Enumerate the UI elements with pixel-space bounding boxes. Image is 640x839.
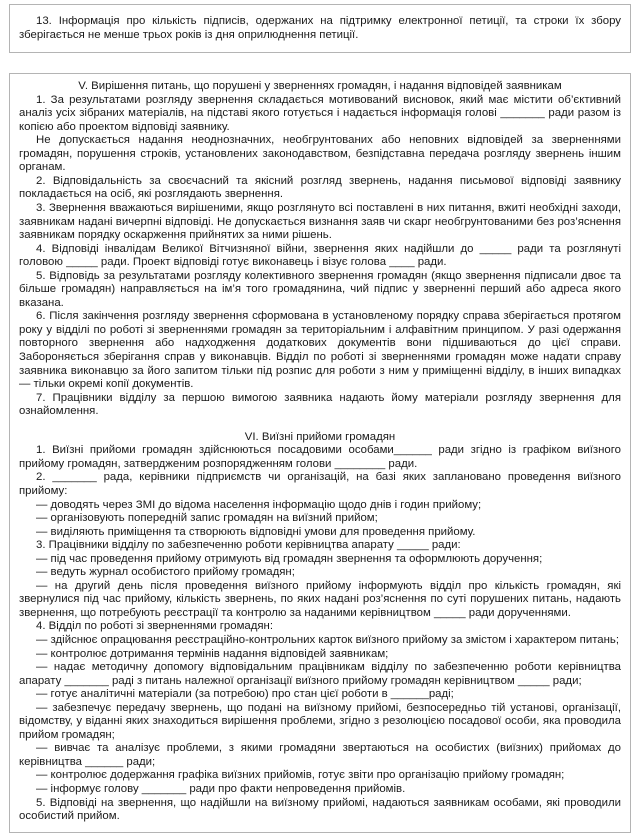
top-text-frame [9, 4, 631, 53]
section-6-paragraph: 3. Працівники відділу по забезпеченню роботи керівництва апарату _____ ради: [36, 539, 461, 552]
section-5-paragraph: 6. Після закінчення розгляду звернення сформована в установленому порядку справа зберігається протягом року у відділі по роботі зі зверненнями громадян за територіальним і алфавітним принципом. У разі одержання повторного звернення або надходження додаткових документів вони підшиваються до цієї справи. Забороняється зберігання справ у виконавців. Відділ по роботі зі зверненнями громадян може надати справу заявника виконавцю за його запитом тільки під розпис для роботи з ним у приміщенні відділу, в інших випадках — тільки окремі копії документів. [19, 310, 621, 391]
section-6-list-item: — виділяють приміщення та створюють відповідні умови для проведення прийому. [36, 525, 476, 538]
item-13-paragraph: 13. Інформація про кількість підписів, одержаних на підтримку електронної петиції, та строки їх збору зберігається не менше трьох років із дня оприлюднення петиції. [19, 15, 621, 41]
section-6-list-item: — надає методичну допомогу відповідальним працівникам відділу по забезпеченню роботи керівництва апарату _______ раді з питань належної організації виїзного прийому громадян керівництвом _____ ради; [19, 661, 621, 687]
section-6-list-item: — ведуть журнал особистого прийому громадян; [36, 566, 295, 579]
section-6-list-item: — інформує голову _______ ради про факти непроведення прийомів. [36, 782, 406, 795]
section-6-list-item: — під час проведення прийому отримують від громадян звернення та оформлюють доручення; [36, 552, 543, 565]
section-6-list-item: — здійснює опрацювання реєстраційно-контрольних карток виїзного прийому за змістом і характером питань; [36, 633, 620, 646]
section-5-paragraph: 5. Відповідь за результатами розгляду колективного звернення громадян (якщо звернення підписали двоє та більше громадян) направляється на ім’я того громадянина, чий підпис у зверненні перший або адреса якого вказана. [19, 269, 621, 309]
section-6-list-item: — готує аналітичні матеріали (за потребою) про стан цієї роботи в ______раді; [36, 688, 454, 701]
section-6-list-item: — на другий день після проведення виїзного прийому інформують відділ про кількість громадян, які звернулися під час прийому, кількість звернень, по яких надані роз’яснення по суті порушених питань, надають звернення, що потребують реєстрації та контролю за наданими керівництвом _____ ради дорученнями. [19, 579, 621, 619]
section-5-paragraph: 1. За результатами розгляду звернення складається мотивований висновок, який має містити об’єктивний аналіз усіх зібраних матеріалів, на підставі якого готується і надається інформація голові _______ ради разом із копією або проектом відповіді заявнику. [19, 93, 621, 133]
section-6-list-item: — вивчає та аналізує проблеми, з якими громадяни звертаються на особистих (виїзних) прийомах до керівництва ______ ради; [19, 742, 621, 768]
section-6-paragraph: 2. _______ рада, керівники підприємств чи організацій, на базі яких заплановано проведення виїзного прийому: [19, 471, 621, 497]
section-5-paragraph: 2. Відповідальність за своєчасний та якісний розгляд звернень, надання письмової відповіді заявнику покладається на осіб, які розглядають звернення. [19, 174, 621, 201]
section-6-heading: VI. Виїзні прийоми громадян [244, 430, 396, 443]
section-6-paragraph: 5. Відповіді на звернення, що надійшли на виїзному прийомі, надаються заявникам особами, які проводили особистий прийом. [19, 796, 621, 823]
section-6-paragraph: 1. Виїзні прийоми громадян здійснюються посадовими особами______ ради згідно із графіком виїзного прийому громадян, затвердженим розпорядженням голови ________ ради. [19, 444, 621, 470]
section-5-paragraph: 7. Працівники відділу за першою вимогою заявника надають йому матеріали розгляду звернення для ознайомлення. [19, 391, 621, 418]
section-6-list-item: — забезпечує передачу звернень, що подані на виїзному прийомі, безпосередньо тій установі, організації, відомству, у віданні яких знаходиться вирішення проблеми, згідно з резолюцією посадової особи, яка проводила прийом громадян; [19, 701, 621, 741]
section-6-list-item: — доводять через ЗМІ до відома населення інформацію щодо днів і годин прийому; [36, 498, 482, 511]
main-text-frame [9, 73, 631, 833]
section-6-list-item: — організовують попередній запис громадян на виїзний прийом; [36, 512, 378, 525]
section-6-list-item: — контролює додержання графіка виїзних прийомів, готує звіти про організацію прийому громадян; [36, 769, 565, 782]
section-spacer [19, 419, 621, 431]
section-5-heading: V. Вирішення питань, що порушені у зверненнях громадян, і надання відповідей заявникам [78, 80, 562, 93]
section-5-paragraph: Не допускається надання неоднозначних, необгрунтованих або неповних відповідей за зверненнями громадян, порушення строків, установлених законодавством, безпідставна передача розгляду звернень іншим органам. [19, 134, 621, 174]
section-5-paragraph: 3. Звернення вважаються вирішеними, якщо розглянуто всі поставлені в них питання, вжиті необхідні заходи, заявникам надані вичерпні відповіді. Не допускається визнання заяв чи скарг необгрунтованими без роз’яснення заявникам порядку оскарження прийнятих за ними рішень. [19, 202, 621, 242]
section-5-paragraph: 4. Відповіді інвалідам Великої Вітчизняної війни, звернення яких надійшли до _____ ради та розглянуті головою _____ ради. Проект відповіді готує виконавець і візує голова ____ ради. [19, 242, 621, 269]
section-6-list-item: — контролює дотримання термінів надання відповідей заявникам; [36, 647, 389, 660]
section-6-paragraph: 4. Відділ по роботі зі зверненнями громадян: [36, 620, 274, 633]
